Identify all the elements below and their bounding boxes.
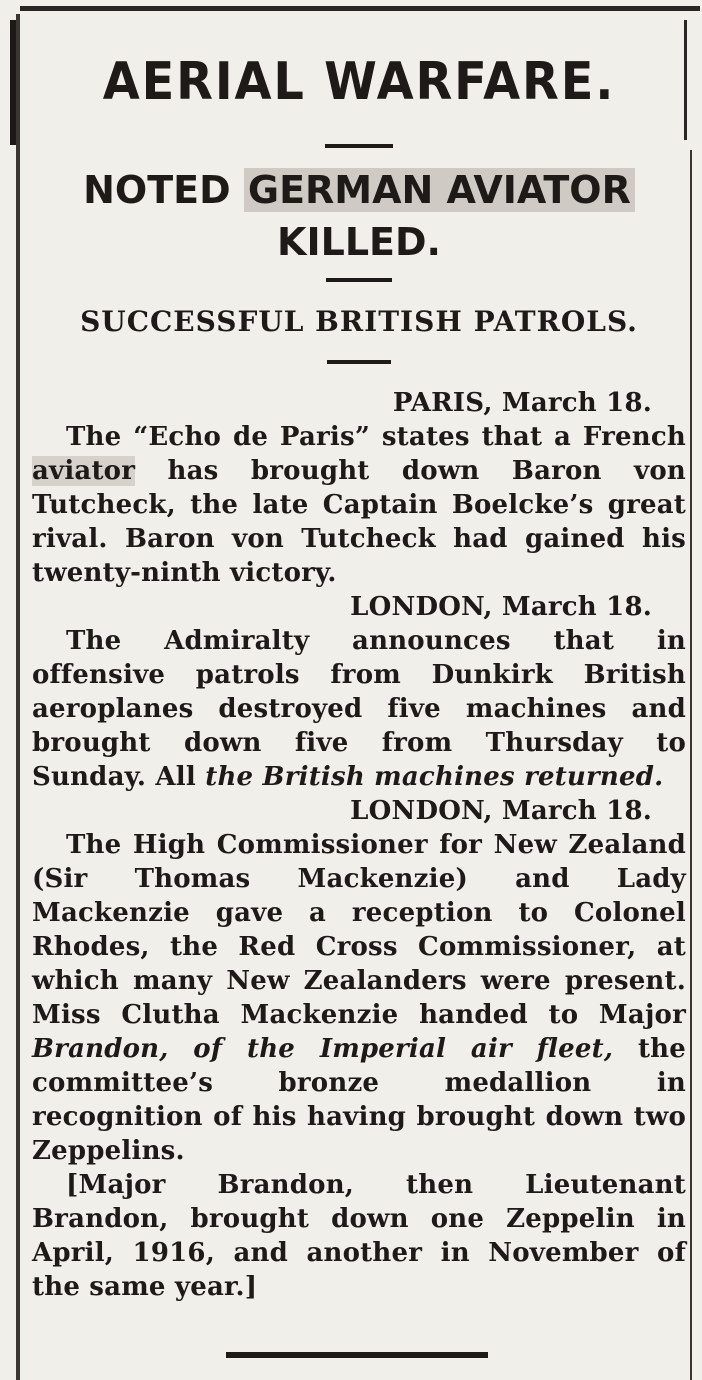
subheadline-prefix: NOTED — [83, 168, 231, 212]
dateline: LONDON, March 18. — [350, 592, 652, 622]
paragraph — [32, 420, 686, 590]
paragraph — [32, 624, 686, 794]
paragraph-text: has brought down Baron von Tutcheck, the late Captain Boelcke’s great rival. Baron von Tutcheck had gained his twenty-ninth victory. — [32, 456, 686, 588]
subheadline-line-2: KILLED. — [277, 220, 441, 264]
highlighted-word: aviator — [32, 456, 136, 486]
paragraph-italic-text: Brandon, of the Imperial air fleet, — [32, 1034, 614, 1064]
divider-dash — [326, 278, 392, 282]
dateline: PARIS, March 18. — [392, 388, 652, 418]
article-body — [32, 386, 686, 1304]
paragraph-text: The High Commissioner for New Zealand (Sir Thomas Mackenzie) and Lady Mackenzie gave a reception to Colonel Rhodes, the Red Cross Commissioner, at which many New Zealanders were present. Miss Clutha Mackenzie handed to Major — [32, 830, 686, 1030]
section-subheading: SUCCESSFUL BRITISH PATROLS. — [80, 305, 638, 338]
paragraph-text: The “Echo de Paris” states that a French — [66, 422, 686, 452]
divider-dash — [325, 144, 393, 148]
subheadline-highlight: GERMAN AVIATOR — [244, 168, 635, 212]
dateline: LONDON, March 18. — [350, 796, 652, 826]
headline: AERIAL WARFARE. — [102, 52, 616, 112]
dispatch-london-admiralty — [32, 590, 686, 794]
paragraph-text: The Admiralty announces that in offensive patrols from Dunkirk British aeroplanes destroyed five machines and brought down five from Thursday to Sunday. All — [32, 626, 686, 792]
top-column-rule — [20, 6, 700, 11]
editor-note: [Major Brandon, then Lieutenant Brandon, brought down one Zeppelin in April, 1916, and another in November of the same year.] — [32, 1170, 686, 1302]
dispatch-paris — [32, 386, 686, 590]
paragraph-italic-text: the British machines returned. — [205, 762, 664, 792]
paragraph — [32, 828, 686, 1168]
right-column-rule — [690, 150, 692, 1380]
news-article — [32, 30, 686, 1304]
paragraph-text: the committee’s bronze medallion in recognition of his having brought down two Zeppelins. — [32, 1034, 686, 1166]
subheadline — [32, 164, 686, 216]
divider-dash — [327, 360, 391, 364]
dispatch-london-commissioner — [32, 794, 686, 1168]
bottom-rule — [226, 1352, 488, 1358]
left-column-rule — [16, 14, 20, 1380]
